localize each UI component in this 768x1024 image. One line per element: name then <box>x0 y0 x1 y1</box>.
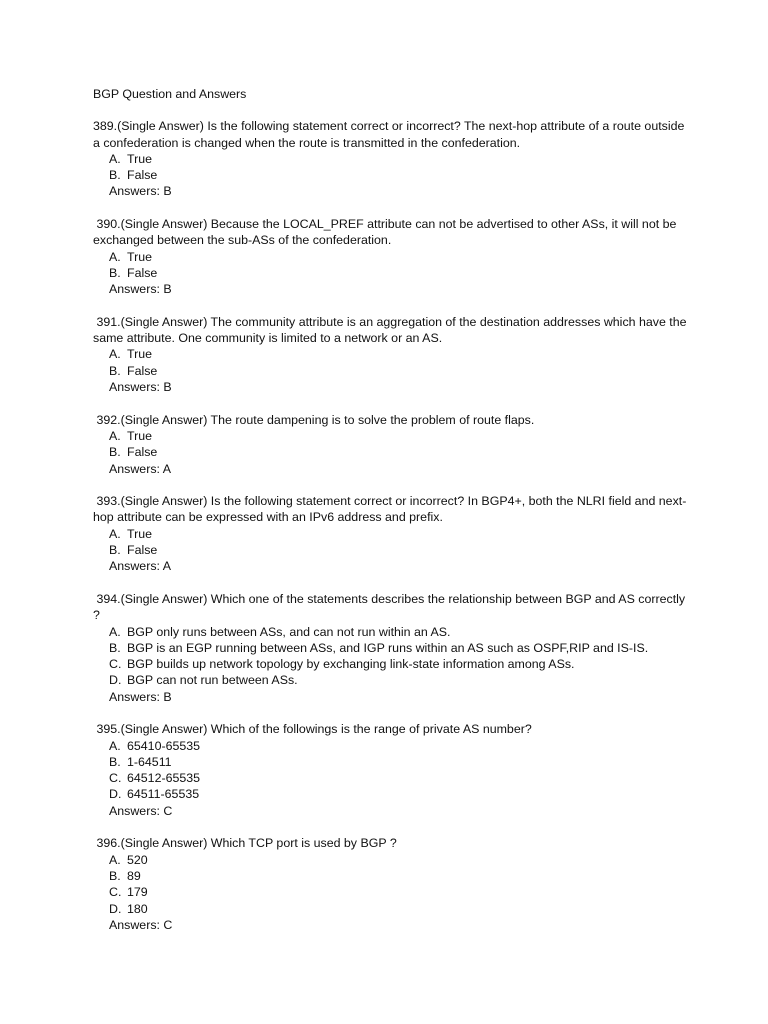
option-letter: A. <box>109 624 121 639</box>
option-text: True <box>127 151 153 166</box>
question-block <box>93 314 693 395</box>
option-list <box>93 526 693 559</box>
option-letter: B. <box>109 265 121 280</box>
option-text: False <box>127 543 158 558</box>
question-text: 394.(Single Answer) Which one of the statements describes the relationship between BGP and AS correctly ? <box>93 591 689 623</box>
option-item <box>109 754 693 770</box>
question-block <box>93 721 693 819</box>
question-block <box>93 412 693 477</box>
option-item <box>109 901 693 917</box>
option-text: True <box>127 428 153 443</box>
option-list <box>93 249 693 282</box>
question-text: 395.(Single Answer) Which of the followings is the range of private AS number? <box>93 722 532 737</box>
option-item <box>109 542 693 558</box>
option-letter: B. <box>109 640 121 655</box>
option-letter: B. <box>109 754 121 769</box>
option-list <box>93 346 693 379</box>
answer-text: Answers: A <box>109 559 171 574</box>
option-list <box>93 852 693 917</box>
document-title: BGP Question and Answers <box>93 87 247 101</box>
option-text: BGP builds up network topology by exchanging link-state information among ASs. <box>127 657 575 672</box>
option-letter: A. <box>109 738 121 753</box>
option-item <box>109 167 693 183</box>
option-item <box>109 526 693 542</box>
answer-text: Answers: C <box>109 917 173 932</box>
question-block <box>93 216 693 297</box>
option-letter: D. <box>109 901 122 916</box>
question-list <box>93 118 693 933</box>
option-item <box>109 640 693 656</box>
option-letter: D. <box>109 787 122 802</box>
answer-text: Answers: B <box>109 380 172 395</box>
option-text: True <box>127 526 153 541</box>
option-item <box>109 770 693 786</box>
option-text: 520 <box>127 852 148 867</box>
option-item <box>109 428 693 444</box>
option-text: 64511-65535 <box>127 787 200 802</box>
question-text: 392.(Single Answer) The route dampening is to solve the problem of route flaps. <box>93 412 535 427</box>
option-letter: C. <box>109 885 122 900</box>
answer-text: Answers: B <box>109 184 172 199</box>
option-item <box>109 265 693 281</box>
answer-text: Answers: A <box>109 461 171 476</box>
option-text: False <box>127 445 158 460</box>
answer-text: Answers: B <box>109 689 172 704</box>
option-letter: D. <box>109 673 122 688</box>
answer-text: Answers: C <box>109 803 173 818</box>
option-letter: C. <box>109 657 122 672</box>
option-list <box>93 151 693 184</box>
option-text: BGP only runs between ASs, and can not run within an AS. <box>127 624 451 639</box>
option-text: True <box>127 347 153 362</box>
option-letter: A. <box>109 852 121 867</box>
question-block <box>93 835 693 933</box>
question-text: 390.(Single Answer) Because the LOCAL_PREF attribute can not be advertised to other ASs, it will not be exchanged between the sub-ASs of the confederation. <box>93 217 680 248</box>
option-item <box>109 346 693 362</box>
question-text: 396.(Single Answer) Which TCP port is used by BGP ? <box>93 836 397 851</box>
option-item <box>109 738 693 754</box>
option-letter: B. <box>109 168 121 183</box>
option-text: True <box>127 249 153 264</box>
option-item <box>109 363 693 379</box>
option-list <box>93 738 693 803</box>
option-item <box>109 672 693 688</box>
option-text: 65410-65535 <box>127 738 201 753</box>
option-item <box>109 852 693 868</box>
option-item <box>109 151 693 167</box>
option-letter: A. <box>109 151 121 166</box>
option-item <box>109 884 693 900</box>
answer-text: Answers: B <box>109 282 172 297</box>
question-text: 389.(Single Answer) Is the following statement correct or incorrect? The next-hop attribute of a route outside a confederation is changed when the route is transmitted in the confederation. <box>93 119 688 150</box>
option-letter: A. <box>109 526 121 541</box>
option-text: False <box>127 265 158 280</box>
option-letter: A. <box>109 347 121 362</box>
option-text: False <box>127 363 158 378</box>
document-page <box>93 86 693 949</box>
option-letter: C. <box>109 771 122 786</box>
option-item <box>109 249 693 265</box>
option-item <box>109 656 693 672</box>
question-block <box>93 591 693 705</box>
option-item <box>109 444 693 460</box>
option-letter: A. <box>109 428 121 443</box>
option-letter: A. <box>109 249 121 264</box>
option-item <box>109 786 693 802</box>
question-text: 391.(Single Answer) The community attribute is an aggregation of the destination addresses which have the same attribute. One community is limited to a network or an AS. <box>93 314 690 346</box>
question-text: 393.(Single Answer) Is the following statement correct or incorrect? In BGP4+, both the NLRI field and next-hop attribute can be expressed with an IPv6 address and prefix. <box>93 494 687 525</box>
option-text: 180 <box>127 901 148 916</box>
option-letter: B. <box>109 363 121 378</box>
option-text: 179 <box>127 885 148 900</box>
option-text: 1-64511 <box>127 754 172 769</box>
option-letter: B. <box>109 445 121 460</box>
option-list <box>93 624 693 689</box>
option-text: BGP is an EGP running between ASs, and IGP runs within an AS such as OSPF,RIP and IS-IS. <box>127 640 649 655</box>
question-block <box>93 118 693 199</box>
option-text: BGP can not run between ASs. <box>127 673 298 688</box>
option-text: 89 <box>127 868 141 883</box>
option-letter: B. <box>109 543 121 558</box>
option-letter: B. <box>109 868 121 883</box>
option-list <box>93 428 693 461</box>
option-item <box>109 624 693 640</box>
question-block <box>93 493 693 574</box>
option-text: False <box>127 168 158 183</box>
option-item <box>109 868 693 884</box>
option-text: 64512-65535 <box>127 771 201 786</box>
